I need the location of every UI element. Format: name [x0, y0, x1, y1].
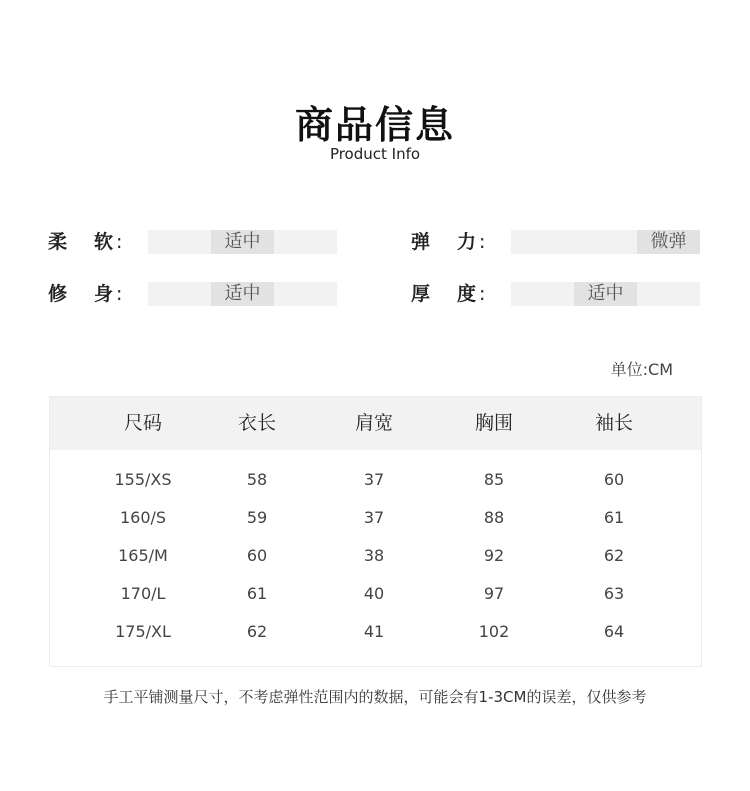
table-cell: 155/XS: [114, 470, 172, 489]
measurement-note: 手工平铺测量尺寸，不考虑弹性范围内的数据，可能会有1-3CM的误差，仅供参考: [103, 688, 647, 706]
attribute-label-char: 柔: [48, 231, 68, 253]
table-cell: 40: [363, 584, 385, 603]
attribute-softness: [48, 229, 348, 255]
table-cell: 88: [483, 508, 505, 527]
attribute-label-char: 度: [457, 283, 477, 305]
page-subtitle: Product Info: [329, 145, 421, 163]
table-cell: 59: [246, 508, 268, 527]
table-row: [50, 613, 701, 651]
attribute-scale-bar: [148, 282, 337, 306]
attribute-level-marker: 适中: [211, 230, 274, 254]
table-cell: 170/L: [120, 584, 166, 603]
table-cell: 38: [363, 546, 385, 565]
attribute-thickness: [411, 281, 711, 307]
table-cell: 64: [603, 622, 625, 641]
header-size: 尺码: [123, 412, 162, 434]
table-row: [50, 499, 701, 537]
table-cell: 41: [363, 622, 385, 641]
table-row: [50, 461, 701, 499]
attribute-label: [411, 281, 491, 307]
attribute-level-marker: 微弹: [637, 230, 700, 254]
table-cell: 58: [246, 470, 268, 489]
table-cell: 62: [246, 622, 268, 641]
table-cell: 61: [603, 508, 625, 527]
attribute-colon: :: [116, 231, 123, 253]
table-cell: 92: [483, 546, 505, 565]
table-row: [50, 537, 701, 575]
attribute-label-char: 力: [457, 231, 477, 253]
table-cell: 62: [603, 546, 625, 565]
attribute-label: [48, 229, 128, 255]
table-cell: 175/XL: [115, 622, 171, 641]
table-cell: 85: [483, 470, 505, 489]
size-table: [49, 396, 702, 667]
attribute-elasticity: [411, 229, 711, 255]
attribute-label-char: 身: [94, 283, 114, 305]
attribute-label: [48, 281, 128, 307]
table-cell: 37: [363, 470, 385, 489]
attribute-scale-bar: [148, 230, 337, 254]
table-cell: 102: [478, 622, 510, 641]
table-cell: 63: [603, 584, 625, 603]
header-sleeve: 袖长: [594, 412, 633, 434]
attribute-label: [411, 229, 491, 255]
table-cell: 60: [246, 546, 268, 565]
header-chest: 胸围: [474, 412, 513, 434]
attribute-scale-bar: [511, 282, 700, 306]
table-cell: 60: [603, 470, 625, 489]
table-cell: 160/S: [119, 508, 167, 527]
attribute-level-marker: 适中: [211, 282, 274, 306]
table-cell: 61: [246, 584, 268, 603]
attribute-label-char: 厚: [411, 283, 431, 305]
header-shoulder: 肩宽: [354, 412, 393, 434]
table-row: [50, 575, 701, 613]
attribute-colon: :: [479, 283, 486, 305]
attribute-level-marker: 适中: [574, 282, 637, 306]
table-cell: 37: [363, 508, 385, 527]
page-title: 商品信息: [294, 103, 455, 147]
table-cell: 165/M: [118, 546, 168, 565]
attribute-label-char: 弹: [411, 231, 431, 253]
attribute-label-char: 软: [94, 231, 114, 253]
size-table-header: [50, 397, 701, 450]
attribute-colon: :: [479, 231, 486, 253]
attribute-scale-bar: [511, 230, 700, 254]
table-cell: 97: [483, 584, 505, 603]
attribute-colon: :: [116, 283, 123, 305]
attribute-fit: [48, 281, 348, 307]
attribute-label-char: 修: [48, 283, 68, 305]
header-length: 衣长: [237, 412, 276, 434]
unit-label: 单位:CM: [610, 360, 673, 379]
